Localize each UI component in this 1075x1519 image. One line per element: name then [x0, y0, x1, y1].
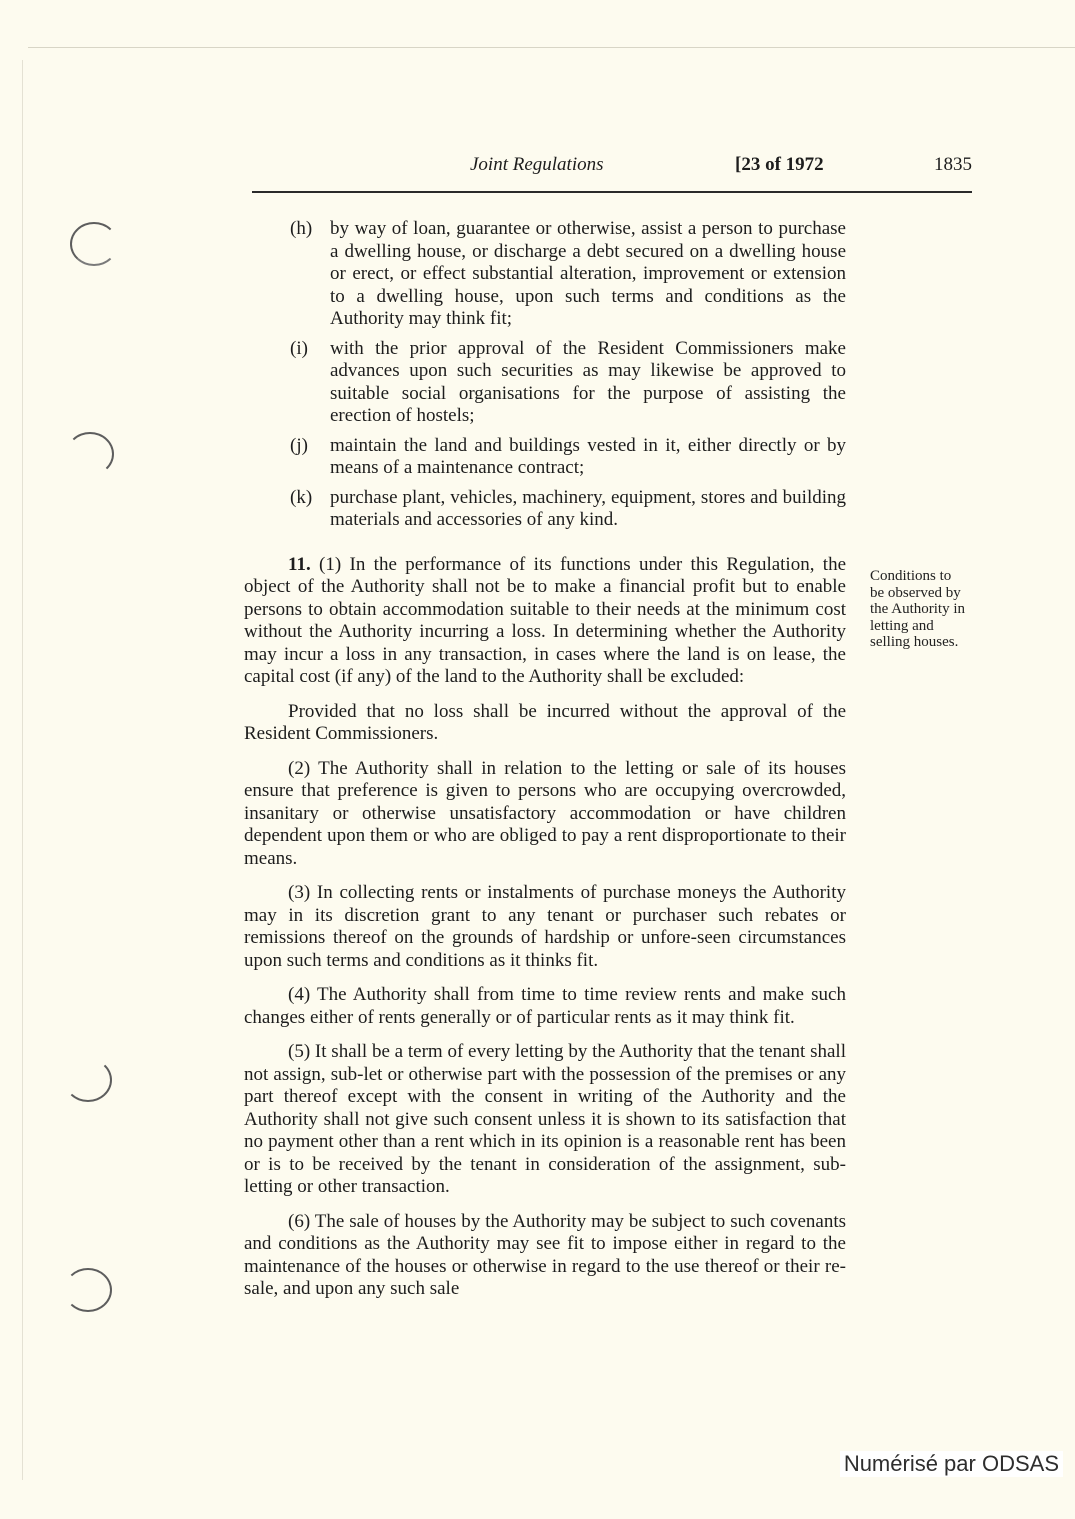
subsection-paragraph: (5) It shall be a term of every letting by the Authority that the tenant shall not assign, sub-let or otherwise part with the possession of the premises or any part thereof except with the consent in writing of the Authority and the Authority shall not give such consent unless it is shown to its satisfaction that no payment other than a rent which in its opinion is a reasonable rent has been or is to be received by the tenant in consideration of the assignment, sub-letting or other transaction.: [244, 1041, 846, 1197]
item-label: (h): [290, 218, 313, 239]
section-opening-paragraph: [244, 554, 846, 689]
subsection-paragraph: (3) In collecting rents or instalments of purchase moneys the Authority may in its discretion grant to any tenant or purchaser such rebates or remissions thereof on the grounds of hardship or unfore-seen circumstances upon such terms and conditions as it thinks fit.: [244, 882, 846, 971]
item-text: with the prior approval of the Resident Commissioners make advances upon such securities as may likewise be approved to suitable social organisations for the purpose of assisting the erection of hostels;: [330, 337, 846, 426]
list-item: [244, 218, 846, 331]
punch-hole-icon: [70, 222, 118, 266]
page-edge-top: [28, 47, 1075, 48]
page-header: [252, 150, 972, 182]
punch-hole-icon: [64, 1268, 112, 1312]
punch-hole-icon: [64, 1058, 112, 1102]
section-11: [244, 554, 846, 1301]
subsection-paragraph: (4) The Authority shall from time to time review rents and make such changes either of rents generally or of particular rents as it may think fit.: [244, 984, 846, 1028]
running-title: Joint Regulations: [470, 154, 604, 175]
item-label: (j): [290, 434, 308, 456]
item-text: by way of loan, guarantee or otherwise, assist a person to purchase a dwelling house, or discharge a debt secured on a dwelling house or erect, or effect substantial alteration, improvement or extension to a dwelling house, upon such terms and conditions as the Authority may think fit;: [330, 218, 846, 329]
section-opening-text: (1) In the performance of its functions under this Regulation, the object of the Authority shall not be to make a financial profit but to enable persons to obtain accommodation suitable to their needs at the minimum cost without the Authority incurring a loss. In determining whether the Authority may incur a loss in any transaction, in cases where the land is on lease, the capital cost (if any) of the land to the Authority shall be excluded:: [244, 553, 846, 687]
section-number: 11.: [288, 553, 311, 575]
digitization-watermark: Numérisé par ODSAS: [840, 1451, 1063, 1477]
document-body: [244, 218, 846, 1301]
item-text: purchase plant, vehicles, machinery, equipment, stores and building materials and accessories of any kind.: [330, 486, 846, 530]
page-edge-left: [22, 60, 23, 1480]
list-item: [244, 338, 846, 428]
page-number: 1835: [934, 154, 972, 175]
list-item: [244, 435, 846, 480]
list-item: [244, 487, 846, 532]
item-text: maintain the land and buildings vested in it, either directly or by means of a maintenance contract;: [330, 434, 846, 478]
punch-hole-icon: [66, 432, 114, 476]
act-reference: [23 of 1972: [735, 154, 824, 175]
item-label: (i): [290, 337, 308, 359]
proviso-paragraph: Provided that no loss shall be incurred without the approval of the Resident Commissioners.: [244, 700, 846, 744]
item-label: (k): [290, 486, 313, 508]
subsection-paragraph: (2) The Authority shall in relation to the letting or sale of its houses ensure that preference is given to persons who are occupying overcrowded, insanitary or otherwise unsatisfactory accommodation or have children dependent upon them or who are obliged to pay a rent disproportionate to their means.: [244, 757, 846, 869]
header-rule: [252, 191, 972, 193]
margin-note: Conditions to be observed by the Authority in letting and selling houses.: [870, 568, 965, 650]
subsection-paragraph: (6) The sale of houses by the Authority may be subject to such covenants and conditions as the Authority may see fit to impose either in regard to the maintenance of the houses or otherwise in regard to the use thereof or their re-sale, and upon any such sale: [244, 1210, 846, 1299]
